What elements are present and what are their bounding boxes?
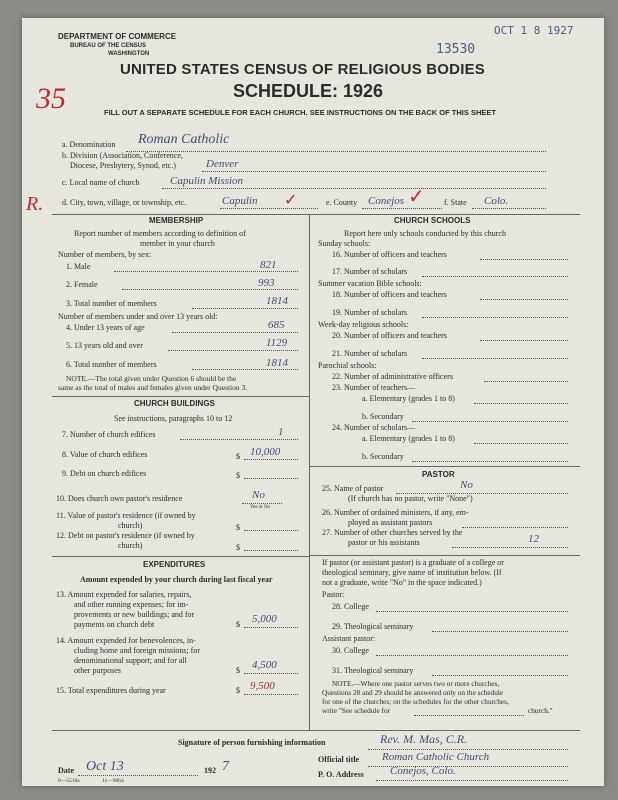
bureau-name: BUREAU OF THE CENSUS — [70, 43, 147, 49]
schools-intro: Report here only schools conducted by this church — [344, 229, 506, 238]
q14-label-1: 14. Amount expended for benevolences, in- — [56, 636, 196, 645]
q26-label-2: ployed as assistant pastors — [348, 518, 433, 527]
received-stamp-date: OCT 1 8 1927 — [494, 24, 574, 37]
q23a-field[interactable] — [474, 403, 568, 404]
q17-field[interactable] — [422, 276, 568, 277]
pastor-note-3: for one of the churches; on the schedules for the other churches, — [322, 697, 509, 706]
age-intro-label: Number of members under and over 13 years old: — [58, 312, 218, 321]
q10-label: 10. Does church own pastor's residence — [56, 494, 183, 503]
q14-dollar: $ — [236, 666, 240, 675]
bureau-city: WASHINGTON — [108, 51, 150, 57]
q27-label-1: 27. Number of other churches served by the — [322, 528, 463, 537]
graduate-note-2: theological seminary, give name of institution below. (If — [322, 568, 502, 577]
q29-field[interactable] — [432, 631, 568, 632]
q4-under-13-value[interactable]: 685 — [268, 319, 285, 331]
official-title-value[interactable]: Roman Catholic Church — [382, 751, 490, 763]
pastor-note-5: church." — [528, 706, 553, 715]
denomination-label: a. Denomination — [62, 140, 116, 149]
q8-value-value[interactable]: 10,000 — [250, 446, 281, 458]
q13-label-3: provements or new buildings; and for — [74, 610, 195, 619]
schedule-title: SCHEDULE: 1926 — [233, 81, 384, 101]
q13-dollar: $ — [236, 620, 240, 629]
q9-label: 9. Debt on church edifices — [62, 469, 147, 478]
q22-field[interactable] — [484, 381, 568, 382]
assistant-pastor-label: Assistant pastor: — [322, 634, 376, 643]
members-by-sex-label: Number of members, by sex: — [58, 250, 152, 259]
q26-field[interactable] — [462, 527, 568, 528]
denomination-value[interactable]: Roman Catholic — [138, 132, 230, 147]
form-code: 8—5518a — [58, 778, 80, 784]
q16-field[interactable] — [480, 259, 568, 260]
q23b-label: b. Secondary — [362, 412, 404, 421]
local-name-label: c. Local name of church — [62, 178, 140, 187]
q18-field[interactable] — [480, 299, 568, 300]
county-value[interactable]: Conejos — [368, 195, 405, 207]
q5-label: 5. 13 years old and over — [66, 341, 143, 350]
q31-field[interactable] — [432, 675, 568, 676]
q31-label: 31. Theological seminary — [332, 666, 414, 675]
q23-label: 23. Number of teachers— — [332, 383, 416, 392]
q29-label: 29. Theological seminary — [332, 622, 414, 631]
pastor-sub-label: Pastor: — [322, 590, 345, 599]
pastor-note-1: NOTE.—Where one pastor serves two or more churches, — [332, 679, 500, 688]
q8-dollar: $ — [236, 452, 240, 461]
q1-male-value[interactable]: 821 — [260, 259, 277, 271]
pastor-note-2: Questions 28 and 29 should be answered only on the schedule — [322, 688, 504, 697]
department-name: DEPARTMENT OF COMMERCE — [58, 32, 177, 41]
q6-total-value[interactable]: 1814 — [266, 357, 288, 369]
q3-total-value[interactable]: 1814 — [266, 295, 288, 307]
po-address-label: P. O. Address — [318, 770, 364, 779]
year-value[interactable]: 7 — [222, 759, 229, 774]
q14-label-3: denominational support; and for all — [74, 656, 187, 665]
county-checkmark: ✓ — [408, 186, 425, 208]
membership-heading: MEMBERSHIP — [149, 216, 204, 225]
parochial-schools-label: Parochial schools: — [318, 361, 377, 370]
year-prefix: 192 — [204, 766, 216, 775]
q13-label-4: payments on church debt — [74, 620, 155, 629]
po-address-value[interactable]: Conejos, Colo. — [390, 765, 456, 777]
state-label: f. State — [444, 198, 467, 207]
q15-label: 15. Total expenditures during year — [56, 686, 166, 695]
date-label: Date — [58, 766, 74, 775]
membership-note-2: same as the total of males and females given under Question 3. — [58, 383, 248, 392]
pastor-note-4: write "See schedule for — [322, 706, 391, 715]
date-value[interactable]: Oct 13 — [86, 759, 124, 774]
q6-label: 6. Total number of members — [66, 360, 157, 369]
q1-label: 1. Male — [66, 262, 91, 271]
buildings-intro: See instructions, paragraphs 10 to 12 — [114, 414, 233, 423]
q14-label-4: other purposes — [74, 666, 121, 675]
census-form — [22, 18, 604, 786]
official-title-label: Official title — [318, 755, 360, 764]
review-mark: R. — [26, 193, 44, 215]
county-label: e. County — [326, 198, 358, 207]
local-name-value[interactable]: Capulin Mission — [170, 175, 244, 187]
q24a-field[interactable] — [474, 443, 568, 444]
q15-dollar: $ — [236, 686, 240, 695]
handwritten-number: 35 — [36, 82, 66, 115]
q12-label-2: church) — [118, 541, 143, 550]
summer-schools-label: Summer vacation Bible schools: — [318, 279, 422, 288]
city-label: d. City, town, village, or township, etc. — [62, 198, 187, 207]
q8-label: 8. Value of church edifices — [62, 450, 148, 459]
q27-label-2: pastor or his assistants — [348, 538, 420, 547]
graduate-note-3: not a graduate, write "No" in the space indicated.) — [322, 578, 482, 587]
q26-label-1: 26. Number of ordained ministers, if any, em- — [322, 508, 469, 517]
membership-intro-2: member in your church — [140, 239, 215, 248]
q9-dollar: $ — [236, 471, 240, 480]
state-value[interactable]: Colo. — [484, 195, 509, 207]
q21-field[interactable] — [422, 358, 568, 359]
signature-label: Signature of person furnishing information — [178, 738, 326, 747]
q2-female-value[interactable]: 993 — [258, 277, 275, 289]
q24-label: 24. Number of scholars— — [332, 423, 416, 432]
q12-dollar: $ — [236, 543, 240, 552]
q7-edifices-value[interactable]: 1 — [278, 426, 284, 438]
q21-label: 21. Number of scholars — [332, 349, 408, 358]
q28-label: 28. College — [332, 602, 369, 611]
q24a-label: a. Elementary (grades 1 to 8) — [362, 434, 455, 443]
buildings-heading: CHURCH BUILDINGS — [134, 399, 215, 408]
q28-field[interactable] — [376, 611, 568, 612]
schools-heading: CHURCH SCHOOLS — [394, 216, 471, 225]
q25-hint: (If church has no pastor, write "None") — [348, 494, 473, 503]
q19-field[interactable] — [422, 317, 568, 318]
q19-label: 19. Number of scholars — [332, 308, 408, 317]
q13-label-2: and other running expenses; for im- — [74, 600, 189, 609]
q14-benevolences-value[interactable]: 4,500 — [252, 659, 277, 671]
q15-total-value[interactable]: 9,500 — [250, 680, 275, 692]
q23b-field[interactable] — [412, 421, 568, 422]
q18-label: 18. Number of officers and teachers — [332, 290, 447, 299]
q30-label: 30. College — [332, 646, 369, 655]
q11-dollar: $ — [236, 523, 240, 532]
expenditures-heading: EXPENDITURES — [143, 560, 206, 569]
signature-value[interactable]: Rev. M. Mas, C.R. — [380, 732, 468, 746]
weekday-schools-label: Week-day religious schools: — [318, 320, 409, 329]
expenditures-intro: Amount expended by your church during last fiscal year — [80, 575, 273, 584]
q14-label-2: cluding home and foreign missions; for — [74, 646, 200, 655]
q27-other-churches-value[interactable]: 12 — [528, 533, 539, 545]
received-stamp-number: 13530 — [436, 42, 476, 57]
q30-field[interactable] — [376, 655, 568, 656]
q23a-label: a. Elementary (grades 1 to 8) — [362, 394, 455, 403]
division-label-2: Diocese, Presbytery, Synod, etc.) — [70, 161, 176, 170]
q24b-label: b. Secondary — [362, 452, 404, 461]
division-label-1: b. Division (Association, Conference, — [62, 151, 183, 160]
yes-no-hint: Yes or No — [250, 505, 271, 510]
q24b-field[interactable] — [412, 461, 568, 462]
graduate-note-1: If pastor (or assistant pastor) is a graduate of a college or — [322, 558, 504, 567]
q22-label: 22. Number of administrative officers — [332, 372, 453, 381]
q17-label: 17. Number of scholars — [332, 267, 408, 276]
q7-label: 7. Number of church edifices — [62, 430, 156, 439]
division-value[interactable]: Denver — [206, 158, 239, 170]
q11-label-2: church) — [118, 521, 143, 530]
sunday-schools-label: Sunday schools: — [318, 239, 371, 248]
q25-label: 25. Name of pastor — [322, 484, 384, 493]
q20-field[interactable] — [480, 340, 568, 341]
pastor-heading: PASTOR — [422, 470, 455, 479]
q2-label: 2. Female — [66, 280, 98, 289]
q10-residence-value[interactable]: No — [252, 489, 265, 501]
q11-label-1: 11. Value of pastor's residence (if owned by — [56, 511, 196, 520]
q5-over-13-value[interactable]: 1129 — [266, 337, 288, 349]
membership-intro-1: Report number of members according to definition of — [74, 229, 246, 238]
form-code-2: 11—9064 — [102, 778, 124, 784]
q20-label: 20. Number of officers and teachers — [332, 331, 447, 340]
q16-label: 16. Number of officers and teachers — [332, 250, 447, 259]
q12-label-1: 12. Debt on pastor's residence (if owned by — [56, 531, 195, 540]
form-instructions: FILL OUT A SEPARATE SCHEDULE FOR EACH CHURCH. SEE INSTRUCTIONS ON THE BACK OF THIS SHEET — [104, 108, 496, 117]
form-title: UNITED STATES CENSUS OF RELIGIOUS BODIES — [120, 61, 485, 78]
q13-label-1: 13. Amount expended for salaries, repairs, — [56, 590, 192, 599]
q25-pastor-name-value[interactable]: No — [460, 479, 473, 491]
q13-running-expenses-value[interactable]: 5,000 — [252, 613, 277, 625]
city-value[interactable]: Capulin — [222, 195, 258, 207]
city-checkmark: ✓ — [284, 192, 298, 209]
membership-note-1: NOTE.—The total given under Question 6 should be the — [66, 374, 237, 383]
q4-label: 4. Under 13 years of age — [66, 323, 145, 332]
q3-label: 3. Total number of members — [66, 299, 157, 308]
